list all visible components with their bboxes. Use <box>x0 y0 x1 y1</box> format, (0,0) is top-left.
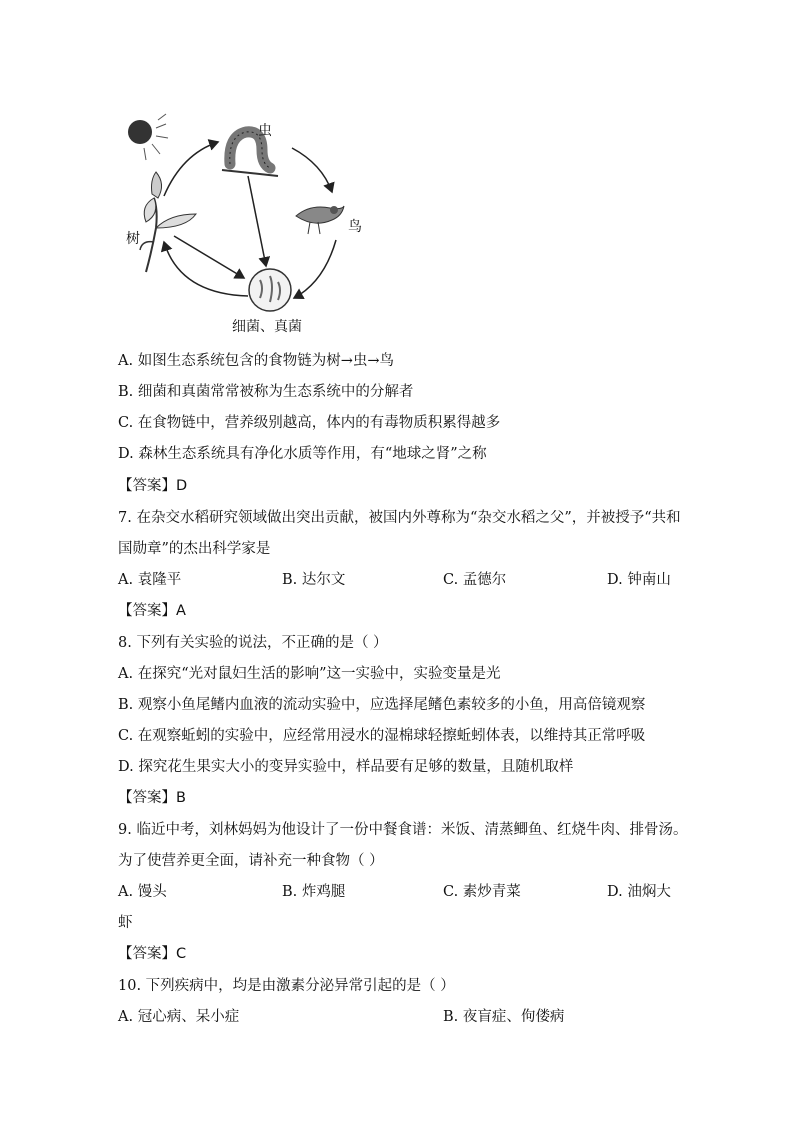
q8-option-d: D. 探究花生果实大小的变异实验中，样品要有足够的数量，且随机取样 <box>118 759 574 775</box>
q8-option-a: A. 在探究“光对鼠妇生活的影响”这一实验中，实验变量是光 <box>118 666 501 682</box>
q7-option-d: D. 钟南山 <box>607 572 671 588</box>
q7-option-a: A. 袁隆平 <box>118 572 182 588</box>
q6-option-d: D. 森林生态系统具有净化水质等作用，有“地球之肾”之称 <box>118 446 487 462</box>
q9-option-d: D. 油焖大 <box>607 884 671 900</box>
q9-option-c: C. 素炒青菜 <box>443 884 521 900</box>
q9-answer: 【答案】C <box>118 946 187 962</box>
q6-option-b: B. 细菌和真菌常常被称为生态系统中的分解者 <box>118 384 414 400</box>
arrow-insect-to-bird <box>292 148 332 192</box>
q7-option-c: C. 孟德尔 <box>443 572 507 588</box>
q6-answer: 【答案】D <box>118 478 188 494</box>
q10-stem: 10. 下列疾病中，均是由激素分泌异常引起的是（ ） <box>118 978 455 994</box>
q8-answer: 【答案】B <box>118 790 186 806</box>
arrow-insect-to-decomposer <box>248 176 266 266</box>
q9-stem-line2: 为了使营养更全面，请补充一种食物（ ） <box>118 853 384 869</box>
q6-option-c: C. 在食物链中，营养级别越高，体内的有毒物质积累得越多 <box>118 415 501 431</box>
q7-option-b: B. 达尔文 <box>282 572 346 588</box>
q9-stem-line1: 9. 临近中考，刘林妈妈为他设计了一份中餐食谱：米饭、清蒸鲫鱼、红烧牛肉、排骨汤。 <box>118 822 688 838</box>
arrow-bird-to-decomposer <box>294 240 336 298</box>
q10-option-a: A. 冠心病、呆小症 <box>118 1009 240 1025</box>
q9-option-a: A. 馒头 <box>118 884 167 900</box>
arrow-tree-to-insect <box>164 142 218 196</box>
bird-label: 鸟 <box>348 219 362 235</box>
q6-option-a: A. 如图生态系统包含的食物链为树→虫→鸟 <box>118 353 394 369</box>
q7-answer: 【答案】A <box>118 603 186 619</box>
q8-option-c: C. 在观察蚯蚓的实验中，应经常用浸水的湿棉球轻擦蚯蚓体表，以维持其正常呼吸 <box>118 728 646 744</box>
arrow-decomposer-to-tree <box>164 242 248 296</box>
arrow-tree-to-decomposer <box>174 236 244 278</box>
q7-stem-line1: 7. 在杂交水稻研究领域做出突出贡献，被国内外尊称为“杂交水稻之父”，并被授予“共和 <box>118 510 681 526</box>
sun-icon <box>128 114 168 160</box>
decomposer-label: 细菌、真菌 <box>232 319 302 335</box>
insect-label: 虫 <box>258 123 272 139</box>
tree-label: 树 <box>126 231 140 247</box>
q9-option-b: B. 炸鸡腿 <box>282 884 346 900</box>
bacteria-fungi-icon <box>249 269 291 311</box>
q8-option-b: B. 观察小鱼尾鳍内血液的流动实验中，应选择尾鳍色素较多的小鱼，用高倍镜观察 <box>118 697 646 713</box>
q8-stem: 8. 下列有关实验的说法，不正确的是（ ） <box>118 635 388 651</box>
ecosystem-figure <box>110 110 370 340</box>
q9-option-d-continued: 虾 <box>118 915 133 931</box>
q7-stem-line2: 国勋章”的杰出科学家是 <box>118 541 271 557</box>
q10-option-b: B. 夜盲症、佝偻病 <box>443 1009 565 1025</box>
bird-icon <box>296 206 344 234</box>
ecosystem-diagram <box>110 110 370 340</box>
